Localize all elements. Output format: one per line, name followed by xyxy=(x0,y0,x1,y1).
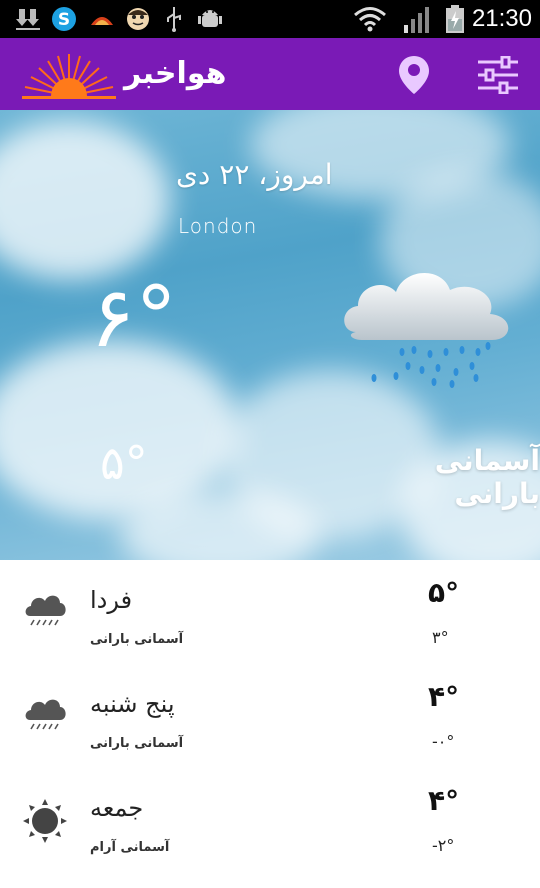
sunrise-logo-icon xyxy=(22,52,116,100)
forecast-condition: آسمانی بارانی xyxy=(90,632,184,647)
forecast-low: -۰° xyxy=(432,732,455,751)
current-weather-panel xyxy=(0,110,540,560)
app-title: هواخبر xyxy=(124,56,227,91)
current-low-temperature: ۵° xyxy=(100,436,148,490)
forecast-day: فردا xyxy=(90,586,133,614)
status-bar xyxy=(0,0,540,38)
current-temperature: ۶° xyxy=(90,268,178,366)
sky-cloud xyxy=(0,120,170,280)
rain-cloud-icon xyxy=(22,590,68,636)
android-debug-icon xyxy=(196,6,224,32)
signal-icon xyxy=(400,6,436,32)
rain-cloud-icon xyxy=(22,694,68,740)
avatar-app-icon xyxy=(124,6,152,32)
svg-text:S: S xyxy=(57,10,71,30)
current-condition: آسمانی بارانی xyxy=(434,444,540,510)
location-pin-icon[interactable] xyxy=(396,54,432,96)
sliders-settings-icon[interactable] xyxy=(476,56,520,94)
forecast-condition: آسمانی بارانی xyxy=(90,736,184,751)
forecast-high: ۴° xyxy=(428,680,460,713)
forecast-low: ۳° xyxy=(432,628,449,647)
forecast-row[interactable] xyxy=(0,664,540,768)
rain-cloud-icon xyxy=(338,260,518,390)
forecast-condition: آسمانی آرام xyxy=(90,840,170,855)
skype-icon xyxy=(50,6,78,32)
forecast-high: ۵° xyxy=(428,576,460,609)
forecast-row[interactable] xyxy=(0,560,540,664)
clock: 21:30 xyxy=(471,5,532,32)
forecast-day: پنج شنبه xyxy=(90,690,175,718)
current-date: امروز، ۲۲ دی xyxy=(176,158,333,191)
forecast-high: ۴° xyxy=(428,784,460,817)
city-name: London xyxy=(178,214,258,238)
forecast-low: -۲° xyxy=(432,836,455,855)
usb-icon xyxy=(162,6,186,32)
sun-icon xyxy=(22,798,68,844)
forecast-day: جمعه xyxy=(90,794,144,822)
app-bar xyxy=(0,38,540,110)
battery-charging-icon xyxy=(444,6,466,32)
forecast-list xyxy=(0,560,540,888)
download-icon xyxy=(14,6,42,32)
bird-app-icon xyxy=(88,6,116,32)
forecast-row[interactable] xyxy=(0,768,540,872)
wifi-icon xyxy=(352,6,388,32)
